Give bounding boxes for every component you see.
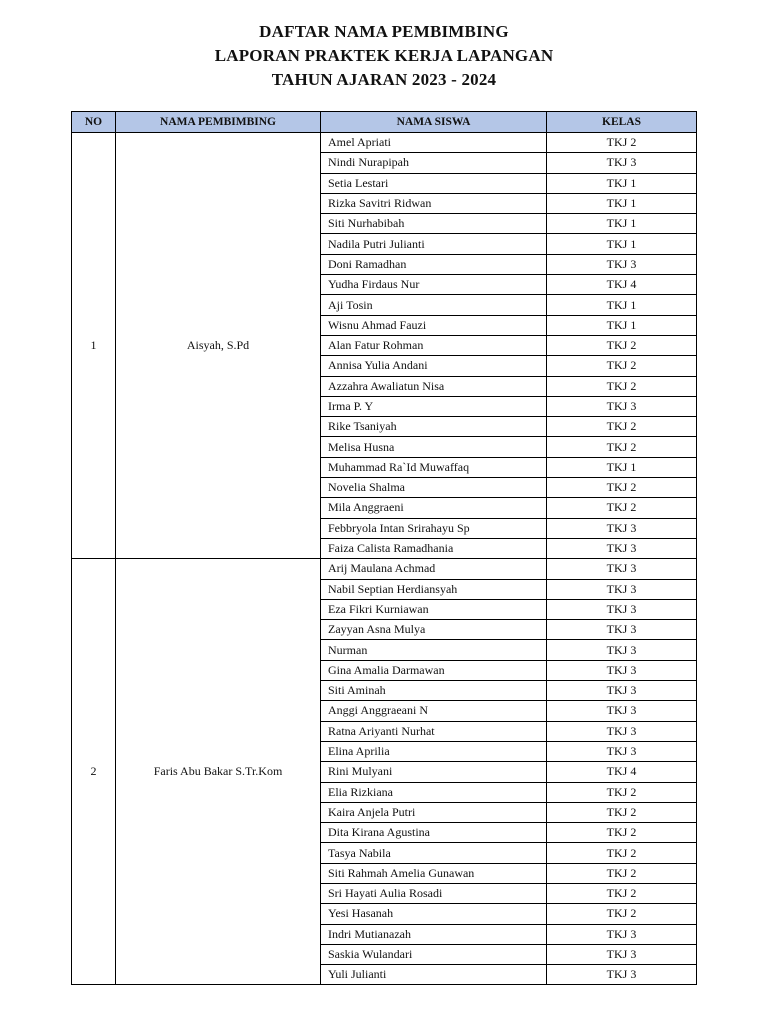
student-name: Dita Kirana Agustina xyxy=(321,823,547,843)
student-class: TKJ 3 xyxy=(547,721,697,741)
student-name: Nabil Septian Herdiansyah xyxy=(321,579,547,599)
student-class: TKJ 2 xyxy=(547,417,697,437)
student-class: TKJ 1 xyxy=(547,193,697,213)
student-class: TKJ 2 xyxy=(547,823,697,843)
student-class: TKJ 2 xyxy=(547,883,697,903)
student-name: Kaira Anjela Putri xyxy=(321,802,547,822)
student-name: Gina Amalia Darmawan xyxy=(321,660,547,680)
student-class: TKJ 2 xyxy=(547,498,697,518)
student-class: TKJ 2 xyxy=(547,335,697,355)
table-header-row xyxy=(72,112,697,133)
student-class: TKJ 3 xyxy=(547,518,697,538)
student-class: TKJ 3 xyxy=(547,640,697,660)
table-row xyxy=(72,133,697,153)
student-class: TKJ 3 xyxy=(547,599,697,619)
student-name: Novelia Shalma xyxy=(321,478,547,498)
student-class: TKJ 3 xyxy=(547,538,697,558)
student-name: Azzahra Awaliatun Nisa xyxy=(321,376,547,396)
header-student-name: NAMA SISWA xyxy=(321,112,547,133)
student-name: Yuli Julianti xyxy=(321,965,547,985)
student-name: Mila Anggraeni xyxy=(321,498,547,518)
student-name: Siti Rahmah Amelia Gunawan xyxy=(321,863,547,883)
student-name: Muhammad Ra`Id Muwaffaq xyxy=(321,457,547,477)
student-class: TKJ 1 xyxy=(547,173,697,193)
student-class: TKJ 1 xyxy=(547,315,697,335)
student-class: TKJ 1 xyxy=(547,234,697,254)
student-name: Febbryola Intan Srirahayu Sp xyxy=(321,518,547,538)
group-number: 2 xyxy=(72,559,116,985)
advisor-table xyxy=(71,111,697,985)
student-class: TKJ 3 xyxy=(547,579,697,599)
title-line-3: TAHUN AJARAN 2023 - 2024 xyxy=(271,70,497,89)
student-name: Amel Apriati xyxy=(321,133,547,153)
student-name: Saskia Wulandari xyxy=(321,944,547,964)
student-name: Aji Tosin xyxy=(321,295,547,315)
document-title xyxy=(0,20,768,92)
student-name: Elina Aprilia xyxy=(321,741,547,761)
student-name: Eza Fikri Kurniawan xyxy=(321,599,547,619)
student-name: Setia Lestari xyxy=(321,173,547,193)
student-name: Indri Mutianazah xyxy=(321,924,547,944)
student-class: TKJ 2 xyxy=(547,356,697,376)
student-class: TKJ 4 xyxy=(547,275,697,295)
student-class: TKJ 3 xyxy=(547,924,697,944)
header-class: KELAS xyxy=(547,112,697,133)
student-class: TKJ 2 xyxy=(547,376,697,396)
student-class: TKJ 2 xyxy=(547,863,697,883)
student-class: TKJ 1 xyxy=(547,214,697,234)
student-name: Elia Rizkiana xyxy=(321,782,547,802)
student-class: TKJ 3 xyxy=(547,620,697,640)
title-line-2: LAPORAN PRAKTEK KERJA LAPANGAN xyxy=(214,46,554,65)
student-name: Doni Ramadhan xyxy=(321,254,547,274)
student-class: TKJ 2 xyxy=(547,133,697,153)
student-name: Alan Fatur Rohman xyxy=(321,335,547,355)
student-class: TKJ 3 xyxy=(547,944,697,964)
student-class: TKJ 2 xyxy=(547,904,697,924)
student-name: Sri Hayati Aulia Rosadi xyxy=(321,883,547,903)
student-name: Siti Aminah xyxy=(321,681,547,701)
student-name: Tasya Nabila xyxy=(321,843,547,863)
student-class: TKJ 2 xyxy=(547,437,697,457)
student-class: TKJ 1 xyxy=(547,295,697,315)
student-name: Annisa Yulia Andani xyxy=(321,356,547,376)
student-name: Rini Mulyani xyxy=(321,762,547,782)
advisor-name: Aisyah, S.Pd xyxy=(116,133,321,559)
student-name: Nindi Nurapipah xyxy=(321,153,547,173)
student-class: TKJ 3 xyxy=(547,153,697,173)
group-number: 1 xyxy=(72,133,116,559)
student-name: Irma P. Y xyxy=(321,396,547,416)
table-body xyxy=(72,133,697,985)
student-class: TKJ 1 xyxy=(547,457,697,477)
student-name: Arij Maulana Achmad xyxy=(321,559,547,579)
student-class: TKJ 3 xyxy=(547,965,697,985)
title-line-1: DAFTAR NAMA PEMBIMBING xyxy=(259,22,509,41)
student-name: Nurman xyxy=(321,640,547,660)
student-class: TKJ 3 xyxy=(547,681,697,701)
advisor-name: Faris Abu Bakar S.Tr.Kom xyxy=(116,559,321,985)
student-class: TKJ 3 xyxy=(547,559,697,579)
student-name: Anggi Anggraeani N xyxy=(321,701,547,721)
student-name: Yesi Hasanah xyxy=(321,904,547,924)
header-advisor-name: NAMA PEMBIMBING xyxy=(116,112,321,133)
student-name: Zayyan Asna Mulya xyxy=(321,620,547,640)
student-name: Faiza Calista Ramadhania xyxy=(321,538,547,558)
student-name: Rike Tsaniyah xyxy=(321,417,547,437)
student-class: TKJ 2 xyxy=(547,478,697,498)
student-class: TKJ 4 xyxy=(547,762,697,782)
student-class: TKJ 3 xyxy=(547,396,697,416)
student-class: TKJ 3 xyxy=(547,741,697,761)
student-name: Wisnu Ahmad Fauzi xyxy=(321,315,547,335)
student-class: TKJ 2 xyxy=(547,782,697,802)
student-class: TKJ 2 xyxy=(547,802,697,822)
student-class: TKJ 2 xyxy=(547,843,697,863)
student-name: Siti Nurhabibah xyxy=(321,214,547,234)
student-name: Melisa Husna xyxy=(321,437,547,457)
table-row xyxy=(72,559,697,579)
student-class: TKJ 3 xyxy=(547,254,697,274)
student-class: TKJ 3 xyxy=(547,701,697,721)
student-name: Yudha Firdaus Nur xyxy=(321,275,547,295)
student-class: TKJ 3 xyxy=(547,660,697,680)
student-name: Ratna Ariyanti Nurhat xyxy=(321,721,547,741)
student-name: Rizka Savitri Ridwan xyxy=(321,193,547,213)
header-no: NO xyxy=(72,112,116,133)
student-name: Nadila Putri Julianti xyxy=(321,234,547,254)
